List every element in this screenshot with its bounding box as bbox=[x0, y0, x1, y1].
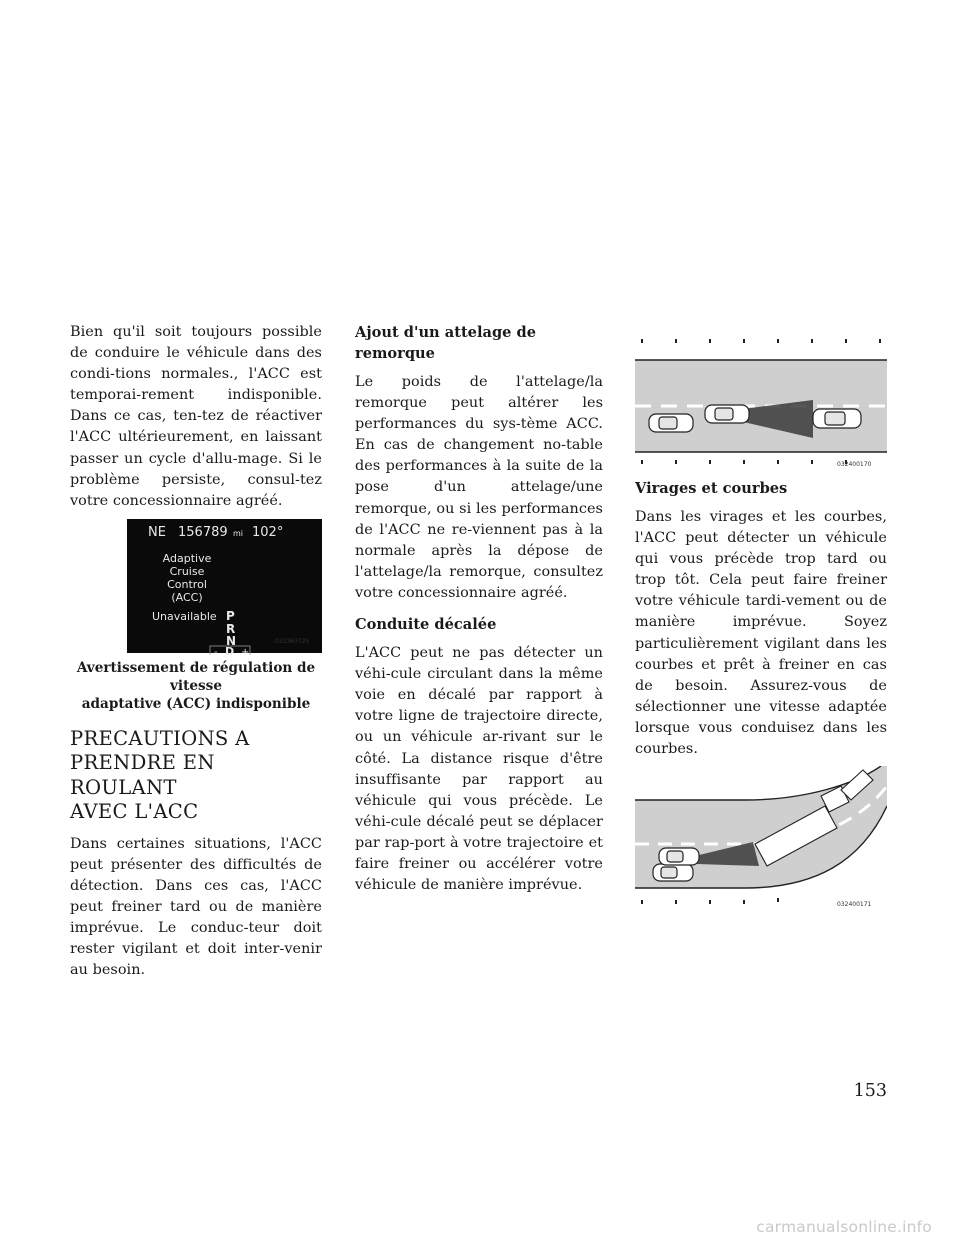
lead-vehicle-curve bbox=[659, 848, 699, 865]
lead-vehicle bbox=[813, 409, 861, 428]
heading-turns-curves: Virages et courbes bbox=[635, 480, 788, 497]
odometer-text: 156789 bbox=[178, 524, 228, 540]
gear-minus: - bbox=[214, 646, 218, 655]
paragraph-precautions: Dans certaines situations, l'ACC peut présenter des difficultés de détection. Dans ces cas, l'ACC peut freiner tard ou de manière imprévue. Le conduc-teur doit rester vigilant et doit inter-venir au besoin. bbox=[70, 835, 322, 979]
figure-caption-line2: adaptative (ACC) indisponible bbox=[81, 695, 311, 712]
section-heading-line1: PRECAUTIONS A bbox=[70, 726, 250, 750]
right-column bbox=[635, 330, 887, 910]
own-vehicle-curve bbox=[653, 864, 693, 881]
compass-text: NE bbox=[148, 524, 166, 540]
gear-n: N bbox=[226, 633, 237, 648]
heading-trailer-hitch: Ajout d'un attelage de remorque bbox=[355, 324, 537, 362]
gear-p: P bbox=[226, 608, 235, 623]
figure-id-032400171: 032400171 bbox=[837, 901, 872, 909]
odometer-unit-text: mi bbox=[233, 528, 244, 538]
acc-status-text: Unavailable bbox=[152, 609, 217, 623]
figure-id-032363725: 032363725 bbox=[275, 637, 310, 645]
gear-d: D bbox=[225, 644, 235, 655]
offset-vehicle-figure bbox=[635, 330, 887, 470]
heading-offset-driving: Conduite décalée bbox=[355, 616, 497, 634]
paragraph-offset-driving: L'ACC peut ne pas détecter un véhi-cule circulant dans la même voie en décalé par rapport à votre ligne de trajectoire directe, ou un véhicule ar-rivant sur le côté. La distance risque d'être insuffisante par rapport au véhicule qui vous précède. Le véhi-cule décalé peut se déplacer par rap-port à votre trajectoire et faire freiner ou accélérer votre véhicule de manière imprévue. bbox=[355, 645, 603, 894]
acc-message-line2: Cruise bbox=[169, 564, 205, 578]
acc-unavailable-display-figure bbox=[70, 519, 322, 655]
acc-message-line1: Adaptive bbox=[162, 551, 212, 565]
section-heading-line2: PRENDRE EN ROULANT bbox=[70, 751, 215, 799]
paragraph-trailer-hitch: Le poids de l'attelage/la remorque peut altérer les performances du sys-tème ACC. En cas de changement no-table des performances à la suite de la pose d'un attelage/une remorque, ou si les performances de l'ACC ne re-viennent pas à la normale après la dépose de l'attelage/la remorque, consultez votre concessionnaire agréé. bbox=[355, 374, 603, 601]
offset-vehicle bbox=[705, 405, 749, 423]
section-heading-line3: AVEC L'ACC bbox=[70, 800, 199, 824]
curve-vehicle-figure bbox=[635, 766, 887, 910]
gear-plus: + bbox=[241, 646, 250, 655]
watermark-text: carmanualsonline.info bbox=[756, 1218, 932, 1236]
section-heading bbox=[70, 727, 322, 825]
paragraph-turns-curves: Dans les virages et les courbes, l'ACC peut détecter un véhicule qui vous précède trop tard ou trop tôt. Cela peut faire freiner votre véhicule tardi-vement ou de manière imprévue. Soyez particulièrement vigilant dans les courbes et prêt à freiner en cas de besoin. Assurez-vous de sélectionner une vitesse adaptée lorsque vous conduisez dans les courbes. bbox=[635, 509, 887, 758]
acc-message-line3: Control bbox=[167, 577, 207, 591]
temperature-text: 102° bbox=[252, 524, 284, 540]
figure-caption-line1: Avertissement de régulation de vitesse bbox=[76, 659, 316, 694]
middle-column bbox=[355, 322, 603, 896]
left-column bbox=[70, 322, 322, 982]
figure-id-032400170: 032400170 bbox=[837, 461, 872, 468]
own-vehicle bbox=[649, 414, 693, 432]
page-number: 153 bbox=[853, 1081, 887, 1101]
acc-message-line4: (ACC) bbox=[171, 590, 203, 604]
gear-r: R bbox=[226, 621, 236, 636]
paragraph-acc-unavailable: Bien qu'il soit toujours possible de conduire le véhicule dans des condi-tions normales., l'ACC est temporai-rement indisponible. Dans ce cas, ten-tez de réactiver l'ACC ultérieurement, en laissant passer un cycle d'allu-mage. Si le problème persiste, consul-tez votre concessionnaire agréé. bbox=[70, 324, 322, 509]
